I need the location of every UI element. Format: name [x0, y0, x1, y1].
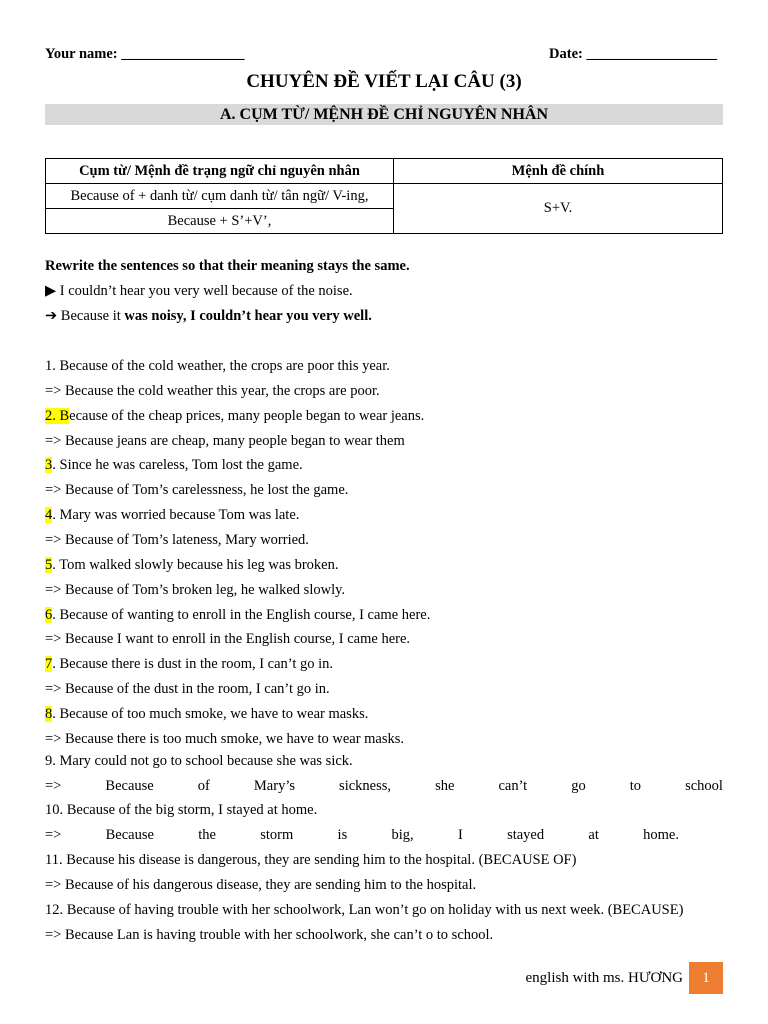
exercise-text: Because of wanting to enroll in the English course, I came here.: [55, 606, 431, 623]
exercise-text: Since he was careless, Tom lost the game.: [55, 457, 303, 474]
answer-word: is: [337, 827, 348, 843]
answer-word: home.: [643, 827, 679, 843]
example-answer-bold: was noisy, I couldn’t hear you very well.: [124, 308, 372, 324]
exercise-number: 3: [45, 457, 53, 474]
table-header-cell: Mệnh đề chính: [394, 159, 723, 184]
table-cell-main-clause: S+V.: [394, 184, 723, 234]
table-cell: Because of + danh từ/ cụm danh từ/ tân ngữ/ V-ing,: [46, 184, 394, 209]
exercise-answer: => Because jeans are cheap, many people began to wear them: [45, 432, 405, 449]
page-number-badge: 1: [689, 962, 723, 994]
exercise-number-separator: .: [52, 507, 56, 524]
exercise-text: Because of too much smoke, we have to wear masks.: [55, 705, 369, 722]
exercise-number: 4: [45, 507, 53, 524]
exercise-number: 5: [45, 556, 53, 573]
exercise-question: [45, 656, 723, 673]
exercise-number-separator: .: [52, 705, 56, 722]
exercise-number: 1: [45, 358, 53, 374]
exercise-answer-justified: [45, 778, 723, 795]
exercise-answer: => Because of the dust in the room, I can’t go in.: [45, 681, 330, 697]
play-bullet-icon: ▶: [45, 283, 57, 299]
page-title: CHUYÊN ĐỀ VIẾT LẠI CÂU (3): [246, 71, 522, 92]
exercise-answer: => Because of his dangerous disease, they are sending him to the hospital.: [45, 877, 477, 893]
exercise-answer: => Because Lan is having trouble with her schoolwork, she can’t o to school.: [45, 927, 494, 943]
footer-brand: english with ms. HƯƠNG: [525, 970, 683, 986]
answer-word: big,: [391, 827, 414, 843]
exercise-text: Tom walked slowly because his leg was broken.: [55, 556, 339, 573]
exercise-text: ecause of the cheap prices, many people began to wear jeans.: [69, 407, 425, 424]
table-row: [46, 184, 723, 209]
answer-word: =>: [45, 827, 62, 843]
answer-word: can’t: [498, 778, 528, 794]
exercise-number-separator: .: [52, 358, 56, 374]
exercise-question: [45, 408, 723, 425]
exercise-number-separator: .: [52, 606, 56, 623]
answer-word: of: [197, 778, 210, 794]
table-cell: Because + S’+V’,: [46, 209, 394, 234]
exercise-answer: => Because of Tom’s broken leg, he walked slowly.: [45, 581, 346, 598]
exercise-question: 9. Mary could not go to school because she was sick.: [45, 753, 353, 769]
answer-word: stayed: [507, 827, 545, 843]
answer-word: =>: [45, 778, 62, 794]
exercise-number: 8: [45, 705, 53, 722]
exercise-answer: => Because I want to enroll in the English course, I came here.: [45, 631, 411, 648]
exercise-question: [45, 358, 723, 375]
exercise-text: Because there is dust in the room, I can’t go in.: [55, 656, 334, 673]
answer-word: Because: [105, 778, 154, 794]
table-header-row: [46, 159, 723, 184]
exercise-number: 7: [45, 656, 53, 673]
exercise-number: 2. B: [45, 407, 70, 424]
exercise-number-separator: .: [52, 656, 56, 673]
exercise-question: [45, 507, 723, 524]
answer-word: she: [435, 778, 455, 794]
exercise-answer-justified: [45, 827, 679, 844]
exercise-answer: => Because the cold weather this year, the crops are poor.: [45, 382, 380, 399]
example-answer: [45, 308, 723, 325]
right-arrow-icon: ➔: [45, 308, 58, 324]
answer-word: storm: [260, 827, 294, 843]
exercise-answer: => Because of Tom’s lateness, Mary worried.: [45, 532, 309, 548]
exercise-number: 6: [45, 606, 53, 623]
section-heading: A. CỤM TỪ/ MỆNH ĐỀ CHỈ NGUYÊN NHÂN: [45, 104, 723, 125]
exercise-number-separator: .: [52, 457, 56, 474]
answer-word: go: [571, 778, 586, 794]
table-header-cell: Cụm từ/ Mệnh đề trạng ngữ chỉ nguyên nhân: [46, 159, 394, 184]
name-field-label: Your name: _________________: [45, 46, 245, 62]
exercise-question: [45, 557, 723, 574]
answer-word: I: [457, 827, 463, 843]
example-text: I couldn’t hear you very well because of the noise.: [56, 283, 353, 299]
answer-word: the: [198, 827, 216, 843]
answer-word: school: [685, 778, 723, 794]
page-footer: [45, 962, 723, 994]
example-sentence: [45, 283, 723, 300]
header-row: [45, 46, 723, 66]
exercise-question: [45, 607, 723, 624]
example-answer-plain: Because it: [57, 308, 125, 324]
answer-word: sickness,: [339, 778, 392, 794]
instructions: Rewrite the sentences so that their meaning stays the same.: [45, 258, 410, 274]
exercise-question: 11. Because his disease is dangerous, they are sending him to the hospital. (BECAUSE OF): [45, 852, 577, 868]
answer-word: at: [588, 827, 599, 843]
exercise-answer: => Because there is too much smoke, we have to wear masks.: [45, 730, 405, 747]
grammar-table: [45, 158, 723, 234]
exercise-question: [45, 457, 723, 474]
answer-word: Mary’s: [253, 778, 295, 794]
exercise-question: [45, 706, 723, 723]
answer-word: Because: [105, 827, 154, 843]
exercise-question: 12. Because of having trouble with her schoolwork, Lan won’t go on holiday with us next week. (BECAUSE): [45, 902, 684, 918]
exercise-question: 10. Because of the big storm, I stayed at home.: [45, 802, 318, 818]
exercise-answer: => Because of Tom’s carelessness, he lost the game.: [45, 482, 349, 499]
exercise-text: Mary was worried because Tom was late.: [55, 507, 300, 524]
date-field-label: Date: __________________: [549, 46, 717, 62]
exercise-text: Because of the cold weather, the crops are poor this year.: [55, 358, 390, 374]
answer-word: to: [629, 778, 642, 794]
exercise-number-separator: .: [52, 556, 56, 573]
